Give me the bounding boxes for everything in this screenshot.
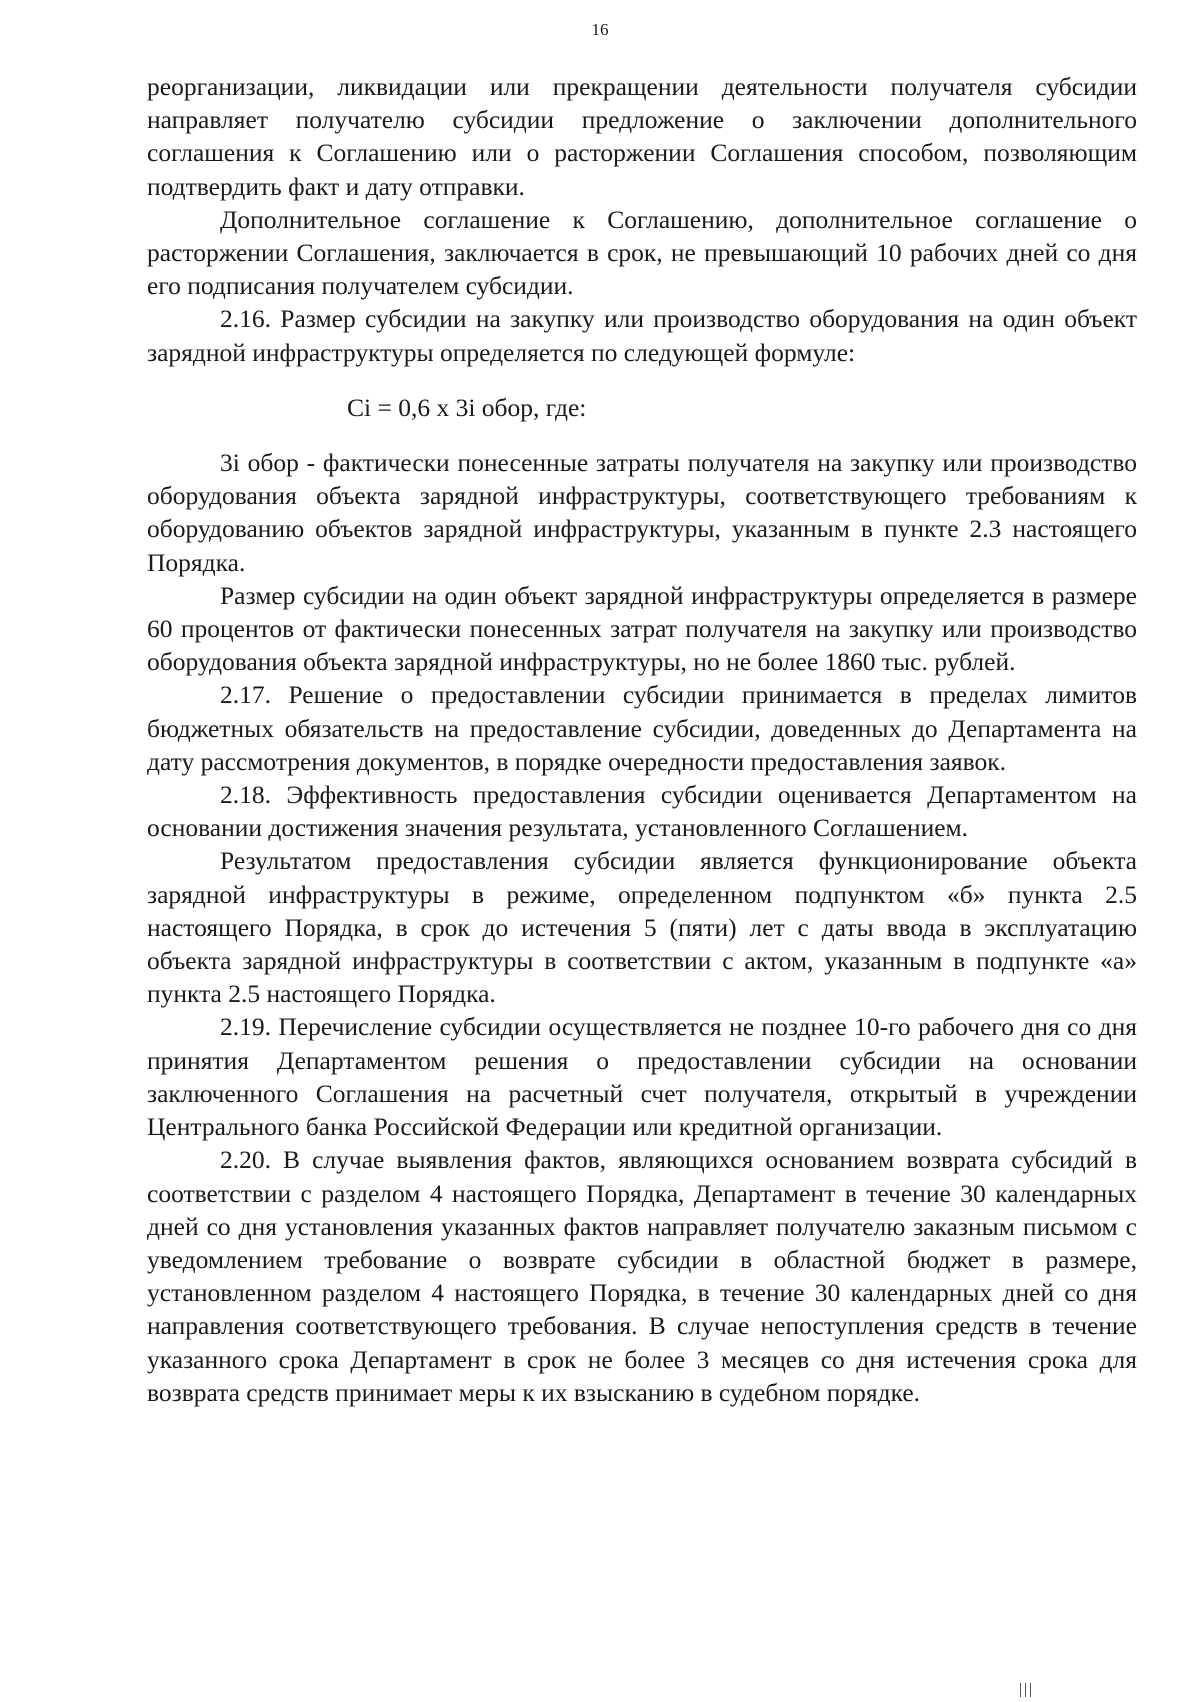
paragraph-2-16: 2.16. Размер субсидии на закупку или производство оборудования на один объект зарядной инфраструктуры определяется по следующей формуле: (147, 304, 1137, 367)
paragraph-2-20: 2.20. В случае выявления фактов, являющихся основанием возврата субсидий в соответствии с разделом 4 настоящего Порядка, Департамент в течение 30 календарных дней со дня установления указанных фактов направляет получателю заказным письмом с уведомлением требование о возврате субсидии в областной бюджет в размере, установленном разделом 4 настоящего Порядка, в течение 30 календарных дней со дня направления соответствующего требования. В случае непоступления средств в течение указанного срока Департамент в срок не более 3 месяцев со дня истечения срока для возврата средств принимает меры к их взысканию в судебном порядке. (147, 1145, 1137, 1407)
paragraph-additional-agreement: Дополнительное соглашение к Соглашению, дополнительное соглашение о расторжении Соглашения, заключается в срок, не превышающий 10 рабочих дней со дня его подписания получателем субсидии. (147, 204, 1137, 301)
page-number: 16 (591, 20, 609, 39)
paragraph-reorganization-continued: реорганизации, ликвидации или прекращении деятельности получателя субсидии направляет получателю субсидии предложение о заключении дополнительного соглашения к Соглашению или о расторжении Соглашения способом, позволяющим подтвердить факт и дату отправки. (147, 72, 1137, 201)
document-body (147, 70, 1137, 1409)
paragraph-formula-definition: 3i обор - фактически понесенные затраты получателя на закупку или производство оборудования объекта зарядной инфраструктуры, соответствующего требованиям к оборудованию объектов зарядной инфраструктуры, указанным в пункте 2.3 настоящего Порядка. (147, 448, 1137, 577)
paragraph-2-19: 2.19. Перечисление субсидии осуществляется не позднее 10-го рабочего дня со дня принятия Департаментом решения о предоставлении субсидии на основании заключенного Соглашения на расчетный счет получателя, открытый в учреждении Центрального банка Российской Федерации или кредитной организации. (147, 1012, 1137, 1142)
paragraph-subsidy-amount: Размер субсидии на один объект зарядной инфраструктуры определяется в размере 60 процентов от фактически понесенных затрат получателя на закупку или производство оборудования объекта зарядной инфраструктуры, но не более 1860 тыс. рублей. (147, 580, 1137, 677)
subsidy-formula: Ci = 0,6 x 3i обор, где: (347, 392, 587, 422)
paragraph-2-18: 2.18. Эффективность предоставления субсидии оценивается Департаментом на основании достижения значения результата, установленного Соглашением. (147, 780, 1137, 843)
paragraph-2-17: 2.17. Решение о предоставлении субсидии принимается в пределах лимитов бюджетных обязательств на предоставление субсидии, доведенных до Департамента на дату рассмотрения документов, в порядке очередности предоставления заявок. (147, 680, 1137, 776)
scan-edge-marks (1020, 1683, 1060, 1697)
paragraph-result: Результатом предоставления субсидии является функционирование объекта зарядной инфраструктуры в режиме, определенном подпунктом «б» пункта 2.5 настоящего Порядка, в срок до истечения 5 (пяти) лет с даты ввода в эксплуатацию объекта зарядной инфраструктуры в соответствии с актом, указанным в подпункте «а» пункта 2.5 настоящего Порядка. (147, 846, 1137, 1009)
